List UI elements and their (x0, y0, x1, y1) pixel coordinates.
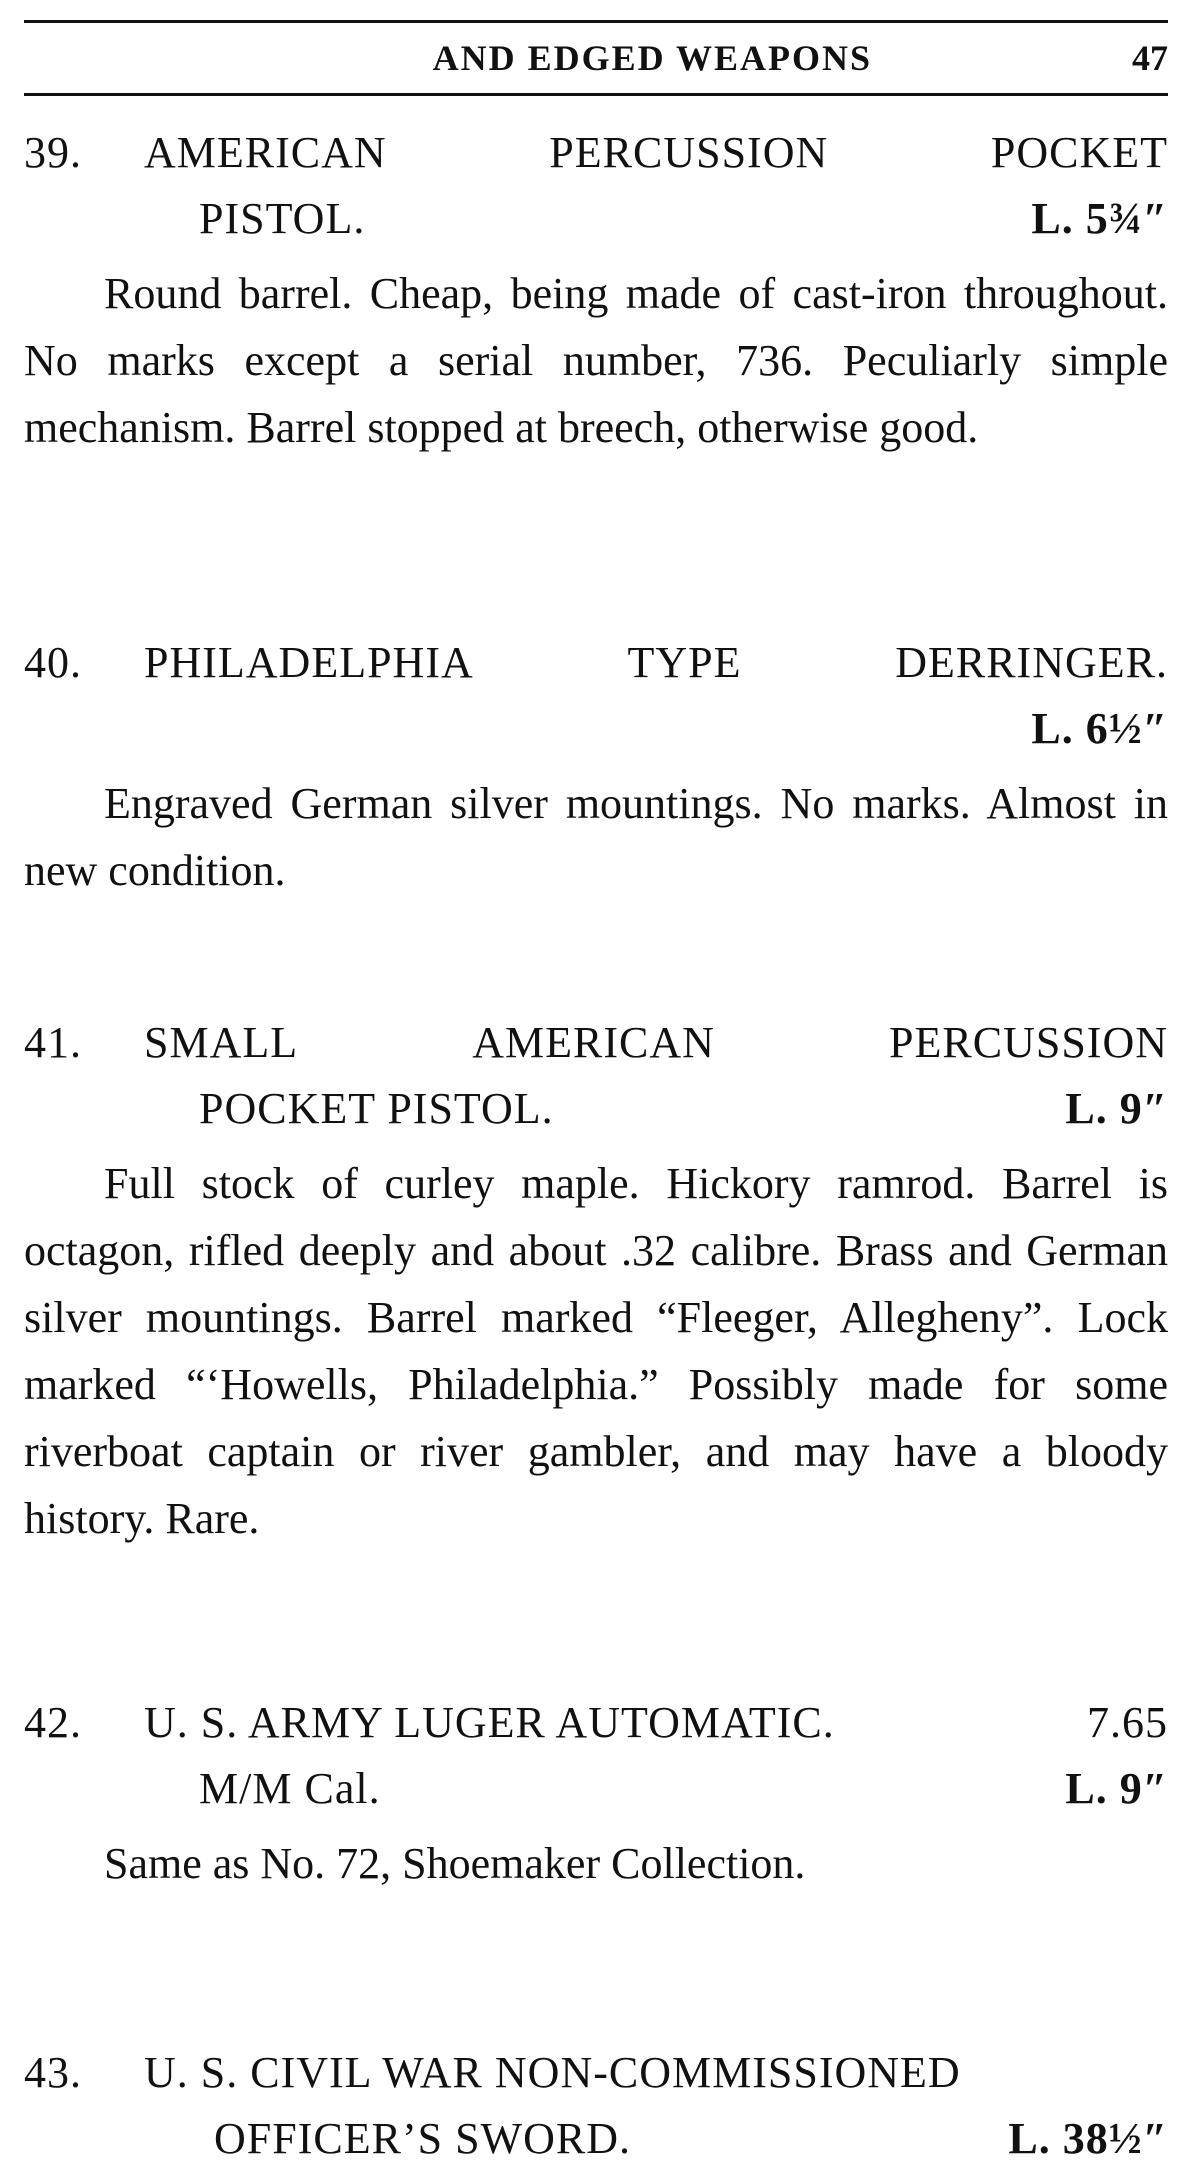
entry-heading-line2 (24, 2106, 1168, 2172)
entry-title-words (144, 630, 1168, 696)
entry-heading-line2 (24, 1076, 1168, 1142)
entry-title-word: AMERICAN (472, 1018, 715, 1067)
running-title: AND EDGED WEAPONS (432, 38, 872, 78)
entry-title-word: PERCUSSION (889, 1018, 1168, 1067)
page-number: 47 (1132, 38, 1168, 78)
entry-length: L. 5¾″ (1031, 194, 1168, 243)
entry-title-word: U. S. CIVIL WAR NON-COMMISSIONED (144, 2048, 961, 2097)
entry-heading-line2 (24, 696, 1168, 762)
entry-number: 41. (24, 1018, 82, 1067)
entry-heading-line1 (24, 120, 1168, 186)
page (24, 20, 1168, 96)
entry-description: Same as No. 72, Shoemaker Collection. (104, 1839, 806, 1888)
entry-title-word: PERCUSSION (549, 128, 829, 177)
entry-title-word: 7.65 (1087, 1698, 1168, 1747)
catalog-entry-40 (24, 630, 1168, 904)
entry-title-word: SMALL (144, 1018, 299, 1067)
catalog-entry-43 (24, 2040, 1168, 2172)
entry-number: 39. (24, 128, 82, 177)
catalog-entry-41 (24, 1010, 1168, 1552)
entry-title-words (144, 1010, 1168, 1076)
entry-heading-line2 (24, 186, 1168, 252)
entry-title-continued: POCKET PISTOL. (199, 1084, 554, 1133)
entry-description: Engraved German silver mountings. No marks. Almost in new condition. (24, 779, 1168, 895)
header-rule-bottom (24, 93, 1168, 96)
entry-number: 42. (24, 1698, 82, 1747)
entry-title-continued: M/M Cal. (199, 1764, 381, 1813)
entry-title-words (144, 120, 1168, 186)
entry-heading-line1 (24, 1010, 1168, 1076)
entry-length: L. 38½″ (1008, 2114, 1168, 2163)
entry-heading-line1 (24, 2040, 1168, 2106)
entry-title-continued: PISTOL. (199, 194, 366, 243)
entry-description: Round barrel. Cheap, being made of cast-iron throughout. No marks except a serial number, 736. Peculiarly simple mechanism. Barrel stopped at breech, otherwise good. (24, 269, 1168, 452)
entry-title-continued: OFFICER’S SWORD. (214, 2114, 631, 2163)
entry-title-words (144, 2040, 1168, 2106)
entry-length: L. 9″ (1065, 1764, 1168, 1813)
entry-title-word: PHILADELPHIA (144, 638, 474, 687)
running-header (24, 23, 1168, 93)
entry-heading-line2 (24, 1756, 1168, 1822)
entry-title-word: U. S. ARMY LUGER AUTOMATIC. (144, 1698, 835, 1747)
entry-title-words (144, 1690, 1168, 1756)
entry-number: 40. (24, 638, 82, 687)
catalog-entry-42 (24, 1690, 1168, 1897)
entry-title-word: AMERICAN (144, 128, 387, 177)
entry-number: 43. (24, 2048, 82, 2097)
catalog-entry-39 (24, 120, 1168, 461)
entry-heading-line1 (24, 630, 1168, 696)
entry-heading-line1 (24, 1690, 1168, 1756)
entry-title-word: POCKET (990, 128, 1168, 177)
entry-length: L. 6½″ (1031, 704, 1168, 753)
entry-title-word: TYPE (627, 638, 742, 687)
entry-title-word: DERRINGER. (895, 638, 1168, 687)
entry-length: L. 9″ (1065, 1084, 1168, 1133)
entry-description: Full stock of curley maple. Hickory ramrod. Barrel is octagon, rifled deeply and about .32 calibre. Brass and German silver mountings. Barrel marked “Fleeger, Allegheny”. Lock marked “‘Howells, Philadelphia.” Possibly made for some riverboat captain or river gambler, and may have a bloody history. Rare. (24, 1159, 1168, 1543)
